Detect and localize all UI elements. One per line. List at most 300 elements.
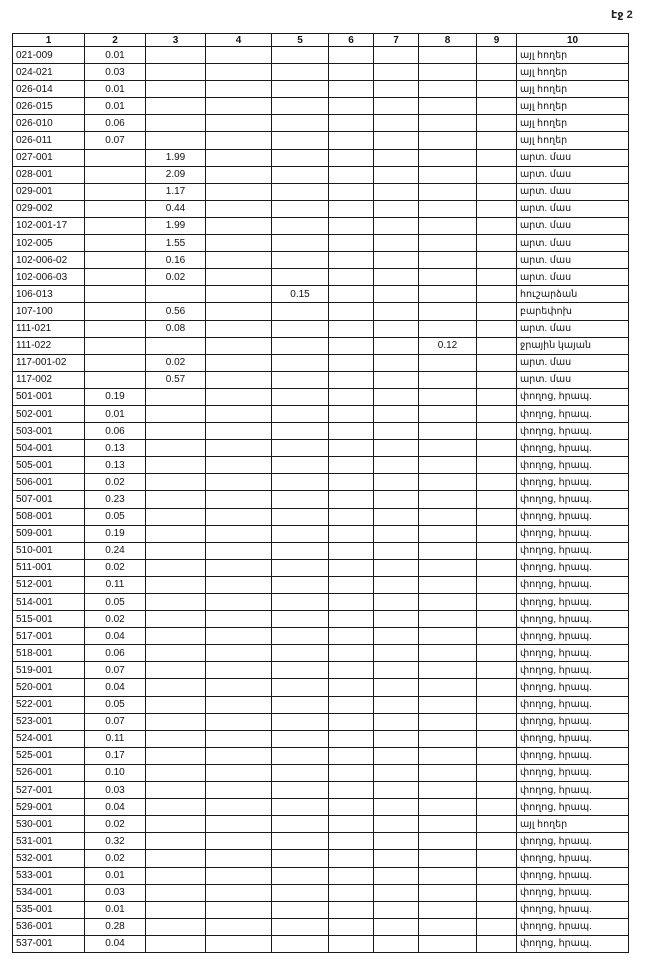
cell-col6 bbox=[329, 217, 374, 234]
cell-col2: 0.13 bbox=[85, 440, 146, 457]
cell-col4 bbox=[206, 611, 272, 628]
cell-col1: 505-001 bbox=[13, 457, 85, 474]
cell-col2 bbox=[85, 149, 146, 166]
cell-col5 bbox=[272, 628, 329, 645]
margin-annotations bbox=[634, 280, 664, 960]
cell-col7 bbox=[374, 149, 419, 166]
cell-col4 bbox=[206, 166, 272, 183]
cell-col6 bbox=[329, 149, 374, 166]
cell-col8 bbox=[419, 252, 477, 269]
cell-col2: 0.11 bbox=[85, 730, 146, 747]
cell-col5 bbox=[272, 559, 329, 576]
cell-col1: 028-001 bbox=[13, 166, 85, 183]
cell-col6 bbox=[329, 64, 374, 81]
cell-col6 bbox=[329, 918, 374, 935]
cell-col5 bbox=[272, 303, 329, 320]
table-row bbox=[13, 405, 629, 422]
cell-col1: 029-002 bbox=[13, 200, 85, 217]
cell-col9 bbox=[477, 679, 517, 696]
cell-col2 bbox=[85, 235, 146, 252]
cell-col7 bbox=[374, 764, 419, 781]
table-row bbox=[13, 867, 629, 884]
cell-col3 bbox=[146, 559, 206, 576]
table-header bbox=[13, 34, 629, 47]
cell-col2: 0.05 bbox=[85, 594, 146, 611]
cell-col10: արտ. մաս bbox=[517, 269, 629, 286]
cell-col7 bbox=[374, 696, 419, 713]
cell-col9 bbox=[477, 183, 517, 200]
cell-col9 bbox=[477, 628, 517, 645]
cell-col2: 0.04 bbox=[85, 679, 146, 696]
cell-col4 bbox=[206, 81, 272, 98]
cell-col4 bbox=[206, 935, 272, 952]
cell-col6 bbox=[329, 730, 374, 747]
cell-col8 bbox=[419, 98, 477, 115]
cell-col3: 0.16 bbox=[146, 252, 206, 269]
cell-col5 bbox=[272, 440, 329, 457]
cell-col1: 530-001 bbox=[13, 816, 85, 833]
cell-col5 bbox=[272, 542, 329, 559]
cell-col7 bbox=[374, 183, 419, 200]
cell-col8 bbox=[419, 132, 477, 149]
cell-col2: 0.19 bbox=[85, 525, 146, 542]
cell-col4 bbox=[206, 115, 272, 132]
cell-col8: 0.12 bbox=[419, 337, 477, 354]
cell-col10: փողոց, հրապ. bbox=[517, 525, 629, 542]
cell-col2 bbox=[85, 200, 146, 217]
table-body bbox=[13, 47, 629, 953]
table-row bbox=[13, 782, 629, 799]
cell-col4 bbox=[206, 747, 272, 764]
cell-col5 bbox=[272, 645, 329, 662]
cell-col2: 0.04 bbox=[85, 628, 146, 645]
cell-col8 bbox=[419, 303, 477, 320]
cell-col10: արտ. մաս bbox=[517, 371, 629, 388]
table-row bbox=[13, 286, 629, 303]
cell-col9 bbox=[477, 525, 517, 542]
cell-col2: 0.07 bbox=[85, 713, 146, 730]
cell-col9 bbox=[477, 149, 517, 166]
land-register-table bbox=[12, 33, 629, 953]
cell-col6 bbox=[329, 183, 374, 200]
cell-col10: փողոց, հրապ. bbox=[517, 645, 629, 662]
cell-col9 bbox=[477, 747, 517, 764]
table-row bbox=[13, 935, 629, 952]
cell-col1: 529-001 bbox=[13, 799, 85, 816]
cell-col9 bbox=[477, 884, 517, 901]
cell-col7 bbox=[374, 440, 419, 457]
cell-col8 bbox=[419, 884, 477, 901]
cell-col1: 520-001 bbox=[13, 679, 85, 696]
cell-col9 bbox=[477, 217, 517, 234]
cell-col6 bbox=[329, 696, 374, 713]
table-row bbox=[13, 64, 629, 81]
table-row bbox=[13, 559, 629, 576]
cell-col8 bbox=[419, 867, 477, 884]
cell-col4 bbox=[206, 423, 272, 440]
cell-col9 bbox=[477, 235, 517, 252]
cell-col2 bbox=[85, 354, 146, 371]
cell-col7 bbox=[374, 405, 419, 422]
cell-col7 bbox=[374, 423, 419, 440]
cell-col9 bbox=[477, 115, 517, 132]
cell-col7 bbox=[374, 884, 419, 901]
cell-col8 bbox=[419, 388, 477, 405]
table-row bbox=[13, 594, 629, 611]
table-row bbox=[13, 217, 629, 234]
cell-col8 bbox=[419, 115, 477, 132]
cell-col2 bbox=[85, 371, 146, 388]
cell-col5 bbox=[272, 354, 329, 371]
cell-col4 bbox=[206, 183, 272, 200]
cell-col7 bbox=[374, 576, 419, 593]
cell-col4 bbox=[206, 833, 272, 850]
cell-col4 bbox=[206, 782, 272, 799]
cell-col10: փողոց, հրապ. bbox=[517, 405, 629, 422]
cell-col3: 1.55 bbox=[146, 235, 206, 252]
cell-col9 bbox=[477, 98, 517, 115]
cell-col1: 111-022 bbox=[13, 337, 85, 354]
cell-col7 bbox=[374, 628, 419, 645]
cell-col7 bbox=[374, 867, 419, 884]
cell-col9 bbox=[477, 81, 517, 98]
table-row bbox=[13, 457, 629, 474]
cell-col6 bbox=[329, 354, 374, 371]
cell-col2: 0.01 bbox=[85, 47, 146, 64]
cell-col9 bbox=[477, 764, 517, 781]
cell-col9 bbox=[477, 423, 517, 440]
cell-col10: փողոց, հրապ. bbox=[517, 884, 629, 901]
cell-col2: 0.13 bbox=[85, 457, 146, 474]
cell-col8 bbox=[419, 542, 477, 559]
cell-col5 bbox=[272, 782, 329, 799]
cell-col9 bbox=[477, 611, 517, 628]
cell-col1: 026-015 bbox=[13, 98, 85, 115]
cell-col7 bbox=[374, 559, 419, 576]
table-row bbox=[13, 747, 629, 764]
cell-col8 bbox=[419, 662, 477, 679]
cell-col1: 502-001 bbox=[13, 405, 85, 422]
cell-col8 bbox=[419, 764, 477, 781]
cell-col3 bbox=[146, 799, 206, 816]
cell-col10: արտ. մաս bbox=[517, 183, 629, 200]
cell-col10: փողոց, հրապ. bbox=[517, 935, 629, 952]
cell-col8 bbox=[419, 200, 477, 217]
cell-col6 bbox=[329, 542, 374, 559]
table-row bbox=[13, 730, 629, 747]
cell-col2: 0.01 bbox=[85, 405, 146, 422]
cell-col10: արտ. մաս bbox=[517, 235, 629, 252]
cell-col4 bbox=[206, 457, 272, 474]
cell-col3 bbox=[146, 132, 206, 149]
cell-col5 bbox=[272, 115, 329, 132]
cell-col1: 026-010 bbox=[13, 115, 85, 132]
cell-col3 bbox=[146, 542, 206, 559]
cell-col1: 503-001 bbox=[13, 423, 85, 440]
cell-col9 bbox=[477, 833, 517, 850]
cell-col7 bbox=[374, 320, 419, 337]
cell-col5 bbox=[272, 491, 329, 508]
cell-col3 bbox=[146, 747, 206, 764]
cell-col10: հուշարձան bbox=[517, 286, 629, 303]
cell-col8 bbox=[419, 474, 477, 491]
table-row bbox=[13, 525, 629, 542]
cell-col7 bbox=[374, 918, 419, 935]
cell-col3 bbox=[146, 47, 206, 64]
cell-col5 bbox=[272, 47, 329, 64]
cell-col8 bbox=[419, 405, 477, 422]
cell-col10: փողոց, հրապ. bbox=[517, 423, 629, 440]
cell-col4 bbox=[206, 816, 272, 833]
cell-col1: 501-001 bbox=[13, 388, 85, 405]
cell-col8 bbox=[419, 816, 477, 833]
cell-col8 bbox=[419, 611, 477, 628]
cell-col9 bbox=[477, 337, 517, 354]
cell-col9 bbox=[477, 405, 517, 422]
cell-col7 bbox=[374, 611, 419, 628]
table-row bbox=[13, 440, 629, 457]
cell-col8 bbox=[419, 235, 477, 252]
cell-col9 bbox=[477, 696, 517, 713]
cell-col1: 531-001 bbox=[13, 833, 85, 850]
cell-col6 bbox=[329, 782, 374, 799]
cell-col8 bbox=[419, 833, 477, 850]
cell-col10: փողոց, հրապ. bbox=[517, 491, 629, 508]
column-header-10: 10 bbox=[517, 34, 629, 47]
cell-col3 bbox=[146, 696, 206, 713]
cell-col4 bbox=[206, 525, 272, 542]
cell-col3 bbox=[146, 816, 206, 833]
cell-col3: 0.08 bbox=[146, 320, 206, 337]
cell-col9 bbox=[477, 594, 517, 611]
cell-col4 bbox=[206, 764, 272, 781]
cell-col1: 506-001 bbox=[13, 474, 85, 491]
cell-col2: 0.02 bbox=[85, 559, 146, 576]
cell-col1: 533-001 bbox=[13, 867, 85, 884]
table-row bbox=[13, 764, 629, 781]
cell-col4 bbox=[206, 559, 272, 576]
table-row bbox=[13, 628, 629, 645]
cell-col1: 526-001 bbox=[13, 764, 85, 781]
cell-col5 bbox=[272, 884, 329, 901]
table-row bbox=[13, 508, 629, 525]
cell-col6 bbox=[329, 303, 374, 320]
cell-col7 bbox=[374, 235, 419, 252]
cell-col6 bbox=[329, 388, 374, 405]
column-header-6: 6 bbox=[329, 34, 374, 47]
cell-col10: արտ. մաս bbox=[517, 166, 629, 183]
cell-col2: 0.07 bbox=[85, 132, 146, 149]
table-row bbox=[13, 98, 629, 115]
cell-col6 bbox=[329, 337, 374, 354]
cell-col9 bbox=[477, 47, 517, 64]
cell-col9 bbox=[477, 371, 517, 388]
cell-col1: 532-001 bbox=[13, 850, 85, 867]
cell-col1: 509-001 bbox=[13, 525, 85, 542]
cell-col8 bbox=[419, 423, 477, 440]
cell-col10: այլ հողեր bbox=[517, 47, 629, 64]
cell-col1: 511-001 bbox=[13, 559, 85, 576]
cell-col10: փողոց, հրապ. bbox=[517, 799, 629, 816]
cell-col4 bbox=[206, 132, 272, 149]
cell-col4 bbox=[206, 491, 272, 508]
cell-col5 bbox=[272, 747, 329, 764]
cell-col5 bbox=[272, 235, 329, 252]
column-header-4: 4 bbox=[206, 34, 272, 47]
cell-col1: 102-006-03 bbox=[13, 269, 85, 286]
cell-col6 bbox=[329, 47, 374, 64]
cell-col7 bbox=[374, 337, 419, 354]
cell-col6 bbox=[329, 423, 374, 440]
cell-col9 bbox=[477, 320, 517, 337]
cell-col1: 507-001 bbox=[13, 491, 85, 508]
cell-col6 bbox=[329, 799, 374, 816]
cell-col2: 0.19 bbox=[85, 388, 146, 405]
cell-col9 bbox=[477, 132, 517, 149]
cell-col8 bbox=[419, 713, 477, 730]
cell-col5 bbox=[272, 98, 329, 115]
cell-col3 bbox=[146, 645, 206, 662]
cell-col8 bbox=[419, 166, 477, 183]
cell-col10: արտ. մաս bbox=[517, 200, 629, 217]
cell-col1: 106-013 bbox=[13, 286, 85, 303]
cell-col3: 0.44 bbox=[146, 200, 206, 217]
cell-col2: 0.24 bbox=[85, 542, 146, 559]
table-row bbox=[13, 149, 629, 166]
table-row bbox=[13, 388, 629, 405]
cell-col9 bbox=[477, 508, 517, 525]
cell-col5 bbox=[272, 730, 329, 747]
cell-col2 bbox=[85, 252, 146, 269]
cell-col2: 0.11 bbox=[85, 576, 146, 593]
cell-col1: 517-001 bbox=[13, 628, 85, 645]
table-row bbox=[13, 269, 629, 286]
cell-col3 bbox=[146, 611, 206, 628]
cell-col2: 0.10 bbox=[85, 764, 146, 781]
cell-col2: 0.04 bbox=[85, 935, 146, 952]
cell-col6 bbox=[329, 474, 374, 491]
table-row bbox=[13, 833, 629, 850]
cell-col3 bbox=[146, 850, 206, 867]
cell-col4 bbox=[206, 508, 272, 525]
cell-col6 bbox=[329, 764, 374, 781]
cell-col3 bbox=[146, 98, 206, 115]
cell-col4 bbox=[206, 354, 272, 371]
table-row bbox=[13, 200, 629, 217]
cell-col7 bbox=[374, 217, 419, 234]
table-row bbox=[13, 713, 629, 730]
cell-col1: 117-001-02 bbox=[13, 354, 85, 371]
cell-col6 bbox=[329, 525, 374, 542]
cell-col6 bbox=[329, 491, 374, 508]
cell-col2: 0.02 bbox=[85, 611, 146, 628]
cell-col3 bbox=[146, 713, 206, 730]
table-row bbox=[13, 816, 629, 833]
table-row bbox=[13, 645, 629, 662]
cell-col9 bbox=[477, 713, 517, 730]
table-row bbox=[13, 679, 629, 696]
cell-col9 bbox=[477, 576, 517, 593]
cell-col5 bbox=[272, 81, 329, 98]
cell-col6 bbox=[329, 628, 374, 645]
cell-col4 bbox=[206, 867, 272, 884]
cell-col4 bbox=[206, 47, 272, 64]
cell-col5 bbox=[272, 320, 329, 337]
cell-col10: փողոց, հրապ. bbox=[517, 764, 629, 781]
cell-col6 bbox=[329, 850, 374, 867]
cell-col1: 107-100 bbox=[13, 303, 85, 320]
cell-col3: 2.09 bbox=[146, 166, 206, 183]
cell-col3 bbox=[146, 286, 206, 303]
table-row bbox=[13, 320, 629, 337]
cell-col6 bbox=[329, 935, 374, 952]
cell-col2 bbox=[85, 303, 146, 320]
cell-col3 bbox=[146, 525, 206, 542]
cell-col3 bbox=[146, 730, 206, 747]
cell-col3 bbox=[146, 901, 206, 918]
cell-col4 bbox=[206, 371, 272, 388]
cell-col8 bbox=[419, 850, 477, 867]
column-header-1: 1 bbox=[13, 34, 85, 47]
cell-col7 bbox=[374, 81, 419, 98]
cell-col1: 537-001 bbox=[13, 935, 85, 952]
cell-col8 bbox=[419, 576, 477, 593]
cell-col7 bbox=[374, 64, 419, 81]
cell-col9 bbox=[477, 918, 517, 935]
cell-col1: 504-001 bbox=[13, 440, 85, 457]
cell-col5 bbox=[272, 833, 329, 850]
cell-col5 bbox=[272, 337, 329, 354]
cell-col7 bbox=[374, 115, 419, 132]
cell-col5 bbox=[272, 132, 329, 149]
cell-col2: 0.02 bbox=[85, 816, 146, 833]
cell-col10: այլ հողեր bbox=[517, 81, 629, 98]
cell-col6 bbox=[329, 252, 374, 269]
cell-col7 bbox=[374, 98, 419, 115]
cell-col2: 0.28 bbox=[85, 918, 146, 935]
cell-col1: 102-005 bbox=[13, 235, 85, 252]
cell-col7 bbox=[374, 354, 419, 371]
cell-col7 bbox=[374, 457, 419, 474]
cell-col10: ջրային կայան bbox=[517, 337, 629, 354]
cell-col4 bbox=[206, 662, 272, 679]
column-header-3: 3 bbox=[146, 34, 206, 47]
cell-col5 bbox=[272, 371, 329, 388]
cell-col6 bbox=[329, 371, 374, 388]
cell-col9 bbox=[477, 286, 517, 303]
cell-col10: փողոց, հրապ. bbox=[517, 679, 629, 696]
cell-col10: այլ հողեր bbox=[517, 816, 629, 833]
cell-col3 bbox=[146, 594, 206, 611]
cell-col8 bbox=[419, 730, 477, 747]
cell-col8 bbox=[419, 81, 477, 98]
cell-col7 bbox=[374, 782, 419, 799]
cell-col1: 519-001 bbox=[13, 662, 85, 679]
cell-col2: 0.03 bbox=[85, 64, 146, 81]
cell-col9 bbox=[477, 782, 517, 799]
cell-col5 bbox=[272, 508, 329, 525]
cell-col4 bbox=[206, 645, 272, 662]
cell-col4 bbox=[206, 320, 272, 337]
cell-col6 bbox=[329, 816, 374, 833]
cell-col6 bbox=[329, 269, 374, 286]
cell-col2: 0.01 bbox=[85, 98, 146, 115]
cell-col10: բարեփոխ bbox=[517, 303, 629, 320]
cell-col3: 1.17 bbox=[146, 183, 206, 200]
cell-col10: փողոց, հրապ. bbox=[517, 440, 629, 457]
cell-col2 bbox=[85, 183, 146, 200]
cell-col1: 102-001-17 bbox=[13, 217, 85, 234]
